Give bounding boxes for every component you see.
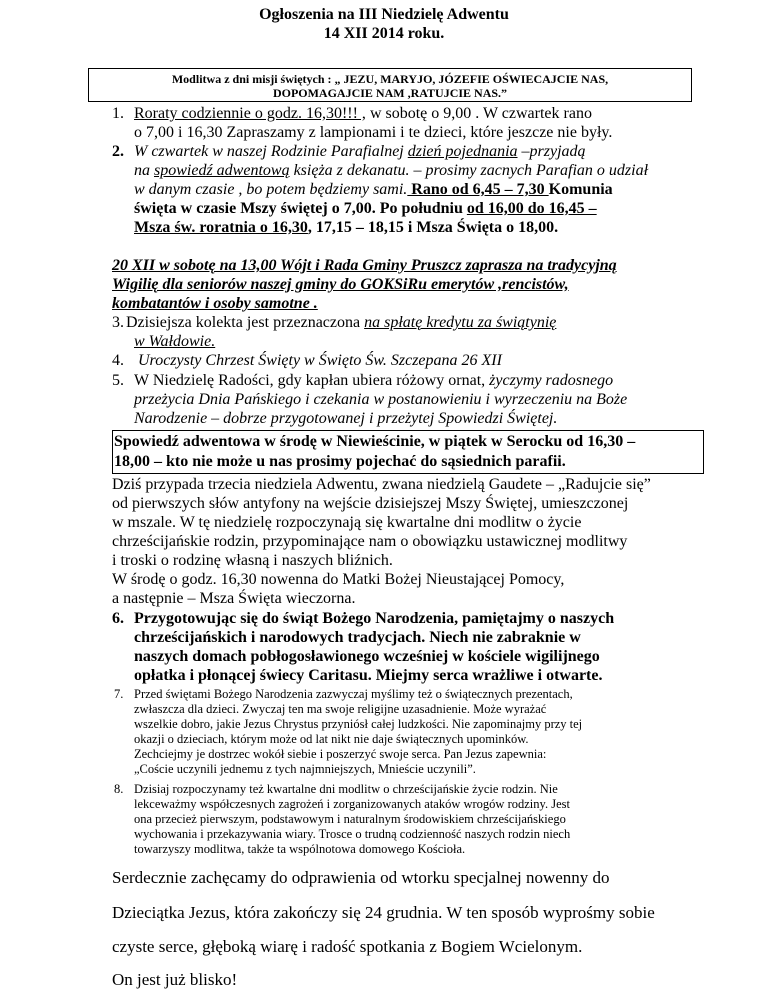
roraty-text: Roraty codziennie o godz. 16,30!!! , bbox=[134, 105, 366, 122]
announcement-item-7: Przed świętami Bożego Narodzenia zazwyczaj myślimy też o świątecznych prezentach, bbox=[134, 687, 573, 701]
item-number: 4. bbox=[112, 352, 124, 369]
announcement-item-8: Dzisiaj rozpoczynamy też kwartalne dni modlitw o chrześcijańskie życie rodzin. Nie bbox=[134, 782, 558, 796]
announcement-item-5 bbox=[134, 371, 613, 390]
text-line: lekceważmy współczesnych zagrożeń i zorganizowanych ataków wrogów rodziny. Jest bbox=[134, 797, 570, 811]
text-span: W Niedzielę Radości, gdy kapłan ubiera różowy ornat, bbox=[134, 372, 490, 389]
novena-announcement: W środę o godz. 16,30 nowenna do Matki Bożej Nieustającej Pomocy, bbox=[112, 571, 565, 588]
text-line: naszych domach pobłogosławionego wcześniej w kościele wigilijnego bbox=[134, 648, 600, 665]
text-line: wszelkie dobro, jakie Jezus Chrystus przyniósł całej ludzkości. Nie zapominajmy przy tej bbox=[134, 717, 583, 731]
text-line: towarzyszy modlitwa, także ta wspólnotowa domowego Kościoła. bbox=[134, 842, 466, 856]
closing-paragraph: Serdecznie zachęcamy do odprawienia od wtorku specjalnej nowenny do bbox=[112, 868, 610, 887]
text-span: Komunia bbox=[548, 181, 613, 198]
text-line bbox=[134, 199, 597, 218]
item-number: 8. bbox=[114, 782, 124, 796]
text-line: „Coście uczynili jednemu z tych najmniejszych, Mnieście uczynili”. bbox=[134, 762, 476, 776]
announcement-item-6: Przygotowując się do świąt Bożego Narodzenia, pamiętajmy o naszych bbox=[134, 610, 615, 627]
prayer-line: Modlitwa z dni misji świętych : „ JEZU, MARYJO, JÓZEFIE OŚWIECAJCIE NAS, bbox=[171, 72, 609, 86]
page-date: 14 XII 2014 roku. bbox=[323, 25, 445, 42]
text-span: –przyjadą bbox=[517, 143, 586, 160]
item-number: 7. bbox=[114, 687, 124, 701]
item-number: 5. bbox=[112, 372, 124, 389]
text-span: spowiedź adwentową bbox=[154, 162, 290, 179]
text-span: , 17,15 – 18,15 i Msza Święta o 18,00. bbox=[307, 219, 559, 236]
text-line bbox=[134, 161, 648, 180]
text-line bbox=[134, 218, 558, 237]
text-line: Wigilię dla seniorów naszej gminy do GOKSiRu emerytów ,rencistów, bbox=[112, 276, 569, 293]
text-span: Dzisiejsza kolekta jest przeznaczona bbox=[126, 314, 365, 331]
text-line: Zechciejmy je dostrzec wokół siebie i poszerzyć swoje serca. Pan Jezus zapewnia: bbox=[134, 747, 547, 761]
page-title: Ogłoszenia na III Niedzielę Adwentu bbox=[259, 6, 509, 23]
text-line: kombatantów i osoby samotne . bbox=[112, 295, 318, 312]
text-span: Msza św. roratnia o 16,30 bbox=[134, 219, 308, 236]
text-span: od 16,00 do 16,45 – bbox=[466, 200, 597, 217]
text-line: zwłaszcza dla dzieci. Zwyczaj ten ma swoje religijne uzasadnienie. Może wyrażać bbox=[134, 702, 547, 716]
text-line: On jest już blisko! bbox=[112, 970, 238, 989]
prayer-box bbox=[88, 68, 692, 102]
text-span: W czwartek w naszej Rodzinie Parafialnej bbox=[134, 143, 408, 160]
text-span: dzień pojednania bbox=[407, 143, 518, 160]
item-number: 6. bbox=[112, 610, 124, 627]
text-span: księża z dekanatu. – prosimy zacnych Parafian o udział bbox=[289, 162, 649, 179]
text-line: o 7,00 i 16,30 Zapraszamy z lampionami i te dzieci, które jeszcze nie były. bbox=[134, 124, 613, 141]
text-line: w Wałdowie. bbox=[134, 333, 216, 350]
item-number: 3. bbox=[112, 314, 124, 331]
text-line: chrześcijańskich i narodowych tradycjach. Niech nie zabraknie w bbox=[134, 629, 581, 646]
text-line: od pierwszych słów antyfony na wejście dzisiejszej Mszy Świętej, umieszczonej bbox=[112, 495, 629, 512]
text-line: a następnie – Msza Święta wieczorna. bbox=[112, 590, 356, 607]
text-line: i troski o rodzinę własną i naszych bliźnich. bbox=[112, 552, 393, 569]
text-line: chrześcijańskie rodzin, przypominające nam o obowiązku ustawicznej modlitwy bbox=[112, 533, 628, 550]
announcement-item-3 bbox=[126, 313, 556, 332]
announcement-item-1 bbox=[134, 104, 592, 123]
text-line: opłatka i płonącej świecy Caritasu. Miejmy serca wrażliwe i otwarte. bbox=[134, 667, 603, 684]
gaudete-paragraph: Dziś przypada trzecia niedziela Adwentu, zwana niedzielą Gaudete – „Radujcie się” bbox=[112, 476, 651, 493]
announcement-item-4: Uroczysty Chrzest Święty w Święto Św. Szczepana 26 XII bbox=[138, 352, 502, 369]
text-span: na spłatę kredytu za świątynię bbox=[364, 314, 557, 331]
text-span: w sobotę o 9,00 . W czwartek rano bbox=[365, 105, 592, 122]
text-line: Narodzenie – dobrze przygotowanej i przeżytej Spowiedzi Świętej. bbox=[134, 410, 558, 427]
text-span: święta w czasie Mszy świętej o 7,00. Po południu bbox=[134, 200, 467, 217]
text-line: ona przecież pierwszym, podstawowym i naturalnym środowiskiem chrześcijańskiego bbox=[134, 812, 566, 826]
text-line: czyste serce, głęboką wiarę i radość spotkania z Bogiem Wcielonym. bbox=[112, 937, 583, 956]
prayer-line: DOPOMAGAJCIE NAM ,RATUJCIE NAS.” bbox=[272, 86, 508, 100]
announcement-item-2 bbox=[134, 142, 586, 161]
text-line: w mszale. W tę niedzielę rozpoczynają się kwartalne dni modlitw o życie bbox=[112, 514, 582, 531]
item-number: 1. bbox=[112, 105, 124, 122]
text-line: przeżycia Dnia Pańskiego i czekania w postanowieniu i wyrzeczeniu na Boże bbox=[134, 391, 628, 408]
text-span: życzymy radosnego bbox=[489, 372, 614, 389]
confession-text: 18,00 – kto nie może u nas prosimy pojechać do sąsiednich parafii. bbox=[114, 453, 566, 470]
text-line: okazji o dzieciach, którym może od lat nikt nie daje świątecznych upominków. bbox=[134, 732, 529, 746]
item-number: 2. bbox=[112, 143, 124, 160]
wojt-invitation: 20 XII w sobotę na 13,00 Wójt i Rada Gminy Pruszcz zaprasza na tradycyjną bbox=[112, 257, 617, 274]
text-line bbox=[134, 180, 613, 199]
text-span: w danym czasie , bo potem będziemy sami. bbox=[134, 181, 408, 198]
text-line: Dzieciątka Jezus, która zakończy się 24 grudnia. W ten sposób wyprośmy sobie bbox=[112, 903, 655, 922]
text-line: wychowania i przekazywania wiary. Trosce o trudną codzienność naszych rodzin niech bbox=[134, 827, 571, 841]
confession-text: Spowiedź adwentowa w środę w Niewieścinie, w piątek w Serocku od 16,30 – bbox=[114, 433, 636, 450]
text-span: Rano od 6,45 – 7,30 bbox=[407, 181, 549, 198]
text-span: na bbox=[134, 162, 154, 179]
